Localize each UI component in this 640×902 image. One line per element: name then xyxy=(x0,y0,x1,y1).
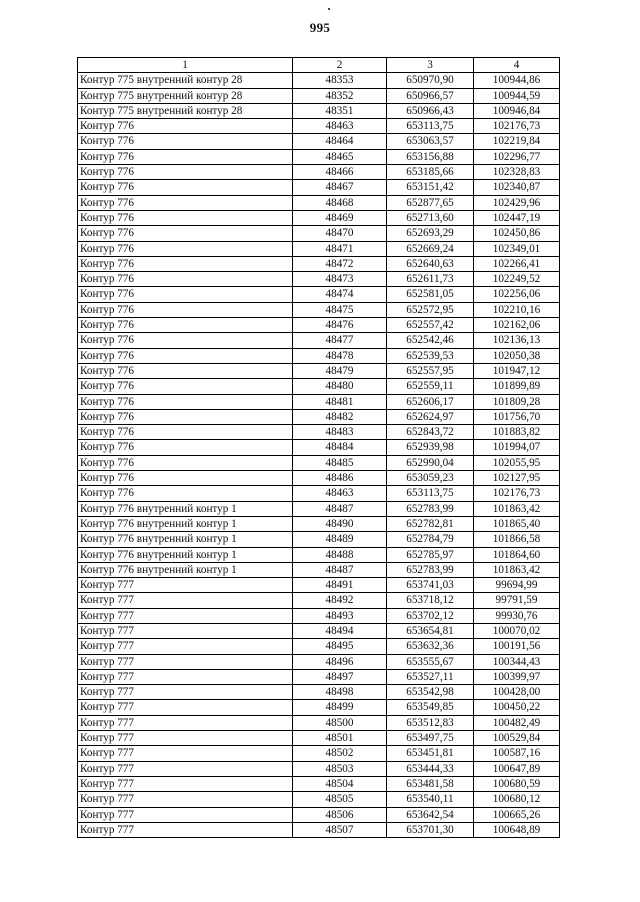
point-number-cell: 48485 xyxy=(293,455,387,470)
x-coordinate-cell: 652783,99 xyxy=(387,501,474,516)
y-coordinate-cell: 100944,86 xyxy=(474,73,560,88)
point-number-cell: 48353 xyxy=(293,73,387,88)
x-coordinate-cell: 652557,42 xyxy=(387,318,474,333)
point-number-cell: 48476 xyxy=(293,318,387,333)
table-row xyxy=(78,471,560,486)
y-coordinate-cell: 100944,59 xyxy=(474,88,560,103)
contour-name-cell: Контур 776 xyxy=(78,149,293,164)
table-row xyxy=(78,731,560,746)
y-coordinate-cell: 100070,02 xyxy=(474,623,560,638)
table-row xyxy=(78,149,560,164)
contour-name-cell: Контур 777 xyxy=(78,792,293,807)
contour-name-cell: Контур 777 xyxy=(78,761,293,776)
point-number-cell: 48499 xyxy=(293,700,387,715)
y-coordinate-cell: 102162,06 xyxy=(474,318,560,333)
contour-name-cell: Контур 776 xyxy=(78,348,293,363)
point-number-cell: 48507 xyxy=(293,822,387,837)
point-number-cell: 48488 xyxy=(293,547,387,562)
table-row xyxy=(78,776,560,791)
x-coordinate-cell: 652783,99 xyxy=(387,562,474,577)
x-coordinate-cell: 653451,81 xyxy=(387,746,474,761)
x-coordinate-cell: 653063,57 xyxy=(387,134,474,149)
y-coordinate-cell: 100428,00 xyxy=(474,685,560,700)
x-coordinate-cell: 652990,04 xyxy=(387,455,474,470)
y-coordinate-cell: 102450,86 xyxy=(474,226,560,241)
table-row xyxy=(78,486,560,501)
y-coordinate-cell: 101994,07 xyxy=(474,440,560,455)
contour-name-cell: Контур 776 внутренний контур 1 xyxy=(78,516,293,531)
x-coordinate-cell: 652539,53 xyxy=(387,348,474,363)
contour-name-cell: Контур 776 xyxy=(78,195,293,210)
table-row xyxy=(78,700,560,715)
y-coordinate-cell: 101899,89 xyxy=(474,379,560,394)
table-row xyxy=(78,88,560,103)
contour-name-cell: Контур 777 xyxy=(78,685,293,700)
point-number-cell: 48493 xyxy=(293,608,387,623)
point-number-cell: 48494 xyxy=(293,623,387,638)
point-number-cell: 48481 xyxy=(293,394,387,409)
table-row xyxy=(78,639,560,654)
contour-name-cell: Контур 776 xyxy=(78,471,293,486)
point-number-cell: 48502 xyxy=(293,746,387,761)
table-row xyxy=(78,685,560,700)
x-coordinate-cell: 652785,97 xyxy=(387,547,474,562)
table-row xyxy=(78,547,560,562)
table-row xyxy=(78,226,560,241)
point-number-cell: 48484 xyxy=(293,440,387,455)
x-coordinate-cell: 652624,97 xyxy=(387,409,474,424)
y-coordinate-cell: 102249,52 xyxy=(474,272,560,287)
point-number-cell: 48477 xyxy=(293,333,387,348)
table-row xyxy=(78,746,560,761)
contour-name-cell: Контур 776 xyxy=(78,302,293,317)
header-row xyxy=(78,58,560,73)
point-number-cell: 48500 xyxy=(293,715,387,730)
table-row xyxy=(78,455,560,470)
point-number-cell: 48505 xyxy=(293,792,387,807)
point-number-cell: 48479 xyxy=(293,363,387,378)
y-coordinate-cell: 100529,84 xyxy=(474,731,560,746)
point-number-cell: 48352 xyxy=(293,88,387,103)
point-number-cell: 48472 xyxy=(293,256,387,271)
contour-name-cell: Контур 777 xyxy=(78,746,293,761)
contour-name-cell: Контур 776 xyxy=(78,425,293,440)
y-coordinate-cell: 102349,01 xyxy=(474,241,560,256)
y-coordinate-cell: 100344,43 xyxy=(474,654,560,669)
x-coordinate-cell: 652843,72 xyxy=(387,425,474,440)
x-coordinate-cell: 652559,11 xyxy=(387,379,474,394)
contour-name-cell: Контур 777 xyxy=(78,731,293,746)
y-coordinate-cell: 100946,84 xyxy=(474,103,560,118)
point-number-cell: 48467 xyxy=(293,180,387,195)
x-coordinate-cell: 653632,36 xyxy=(387,639,474,654)
contour-name-cell: Контур 776 xyxy=(78,256,293,271)
y-coordinate-cell: 102219,84 xyxy=(474,134,560,149)
contour-name-cell: Контур 777 xyxy=(78,623,293,638)
table-row xyxy=(78,333,560,348)
table-row xyxy=(78,119,560,134)
point-number-cell: 48466 xyxy=(293,165,387,180)
contour-name-cell: Контур 776 xyxy=(78,318,293,333)
y-coordinate-cell: 101947,12 xyxy=(474,363,560,378)
y-coordinate-cell: 100648,89 xyxy=(474,822,560,837)
y-coordinate-cell: 102328,83 xyxy=(474,165,560,180)
point-number-cell: 48498 xyxy=(293,685,387,700)
contour-name-cell: Контур 776 xyxy=(78,486,293,501)
contour-name-cell: Контур 776 внутренний контур 1 xyxy=(78,562,293,577)
y-coordinate-cell: 101865,40 xyxy=(474,516,560,531)
y-coordinate-cell: 102176,73 xyxy=(474,119,560,134)
point-number-cell: 48474 xyxy=(293,287,387,302)
x-coordinate-cell: 652557,95 xyxy=(387,363,474,378)
table-row xyxy=(78,73,560,88)
table-row xyxy=(78,180,560,195)
x-coordinate-cell: 652693,29 xyxy=(387,226,474,241)
point-number-cell: 48487 xyxy=(293,501,387,516)
point-number-cell: 48468 xyxy=(293,195,387,210)
column-header-2: 2 xyxy=(293,58,387,73)
table-row xyxy=(78,394,560,409)
x-coordinate-cell: 653481,58 xyxy=(387,776,474,791)
x-coordinate-cell: 653642,54 xyxy=(387,807,474,822)
x-coordinate-cell: 652782,81 xyxy=(387,516,474,531)
y-coordinate-cell: 102210,16 xyxy=(474,302,560,317)
contour-name-cell: Контур 776 внутренний контур 1 xyxy=(78,532,293,547)
x-coordinate-cell: 653512,83 xyxy=(387,715,474,730)
y-coordinate-cell: 102296,77 xyxy=(474,149,560,164)
x-coordinate-cell: 653156,88 xyxy=(387,149,474,164)
table-row xyxy=(78,287,560,302)
x-coordinate-cell: 652669,24 xyxy=(387,241,474,256)
table-row xyxy=(78,272,560,287)
table-row xyxy=(78,103,560,118)
contour-name-cell: Контур 776 xyxy=(78,333,293,348)
y-coordinate-cell: 101863,42 xyxy=(474,501,560,516)
table-row xyxy=(78,302,560,317)
contour-name-cell: Контур 776 xyxy=(78,210,293,225)
point-number-cell: 48503 xyxy=(293,761,387,776)
y-coordinate-cell: 101866,58 xyxy=(474,532,560,547)
x-coordinate-cell: 653549,85 xyxy=(387,700,474,715)
column-header-3: 3 xyxy=(387,58,474,73)
contour-name-cell: Контур 776 внутренний контур 1 xyxy=(78,501,293,516)
x-coordinate-cell: 653497,75 xyxy=(387,731,474,746)
point-number-cell: 48497 xyxy=(293,669,387,684)
point-number-cell: 48471 xyxy=(293,241,387,256)
contour-name-cell: Контур 776 xyxy=(78,379,293,394)
table-row xyxy=(78,715,560,730)
contour-name-cell: Контур 777 xyxy=(78,593,293,608)
point-number-cell: 48492 xyxy=(293,593,387,608)
point-number-cell: 48486 xyxy=(293,471,387,486)
point-number-cell: 48489 xyxy=(293,532,387,547)
y-coordinate-cell: 101809,28 xyxy=(474,394,560,409)
contour-name-cell: Контур 775 внутренний контур 28 xyxy=(78,103,293,118)
point-number-cell: 48491 xyxy=(293,578,387,593)
point-number-cell: 48495 xyxy=(293,639,387,654)
y-coordinate-cell: 102340,87 xyxy=(474,180,560,195)
contour-name-cell: Контур 776 xyxy=(78,455,293,470)
contour-name-cell: Контур 777 xyxy=(78,608,293,623)
x-coordinate-cell: 653555,67 xyxy=(387,654,474,669)
contour-name-cell: Контур 776 xyxy=(78,165,293,180)
x-coordinate-cell: 653527,11 xyxy=(387,669,474,684)
x-coordinate-cell: 652611,73 xyxy=(387,272,474,287)
table-row xyxy=(78,822,560,837)
x-coordinate-cell: 653701,30 xyxy=(387,822,474,837)
point-number-cell: 48463 xyxy=(293,119,387,134)
contour-name-cell: Контур 776 xyxy=(78,394,293,409)
table-row xyxy=(78,409,560,424)
point-number-cell: 48470 xyxy=(293,226,387,241)
table-row xyxy=(78,807,560,822)
y-coordinate-cell: 100482,49 xyxy=(474,715,560,730)
table-row xyxy=(78,134,560,149)
table-row xyxy=(78,195,560,210)
y-coordinate-cell: 102176,73 xyxy=(474,486,560,501)
x-coordinate-cell: 653444,33 xyxy=(387,761,474,776)
x-coordinate-cell: 653113,75 xyxy=(387,486,474,501)
y-coordinate-cell: 100450,22 xyxy=(474,700,560,715)
contour-name-cell: Контур 776 xyxy=(78,440,293,455)
y-coordinate-cell: 100680,59 xyxy=(474,776,560,791)
x-coordinate-cell: 652713,60 xyxy=(387,210,474,225)
point-number-cell: 48480 xyxy=(293,379,387,394)
point-number-cell: 48506 xyxy=(293,807,387,822)
table-row xyxy=(78,562,560,577)
coordinates-table xyxy=(77,57,560,838)
table-row xyxy=(78,348,560,363)
x-coordinate-cell: 652939,98 xyxy=(387,440,474,455)
scan-dot xyxy=(328,8,330,10)
point-number-cell: 48464 xyxy=(293,134,387,149)
table-row xyxy=(78,210,560,225)
table-row xyxy=(78,623,560,638)
table-row xyxy=(78,318,560,333)
contour-name-cell: Контур 777 xyxy=(78,715,293,730)
table-row xyxy=(78,761,560,776)
x-coordinate-cell: 653540,11 xyxy=(387,792,474,807)
contour-name-cell: Контур 777 xyxy=(78,807,293,822)
y-coordinate-cell: 100191,56 xyxy=(474,639,560,654)
point-number-cell: 48351 xyxy=(293,103,387,118)
contour-name-cell: Контур 776 внутренний контур 1 xyxy=(78,547,293,562)
point-number-cell: 48473 xyxy=(293,272,387,287)
x-coordinate-cell: 653059,23 xyxy=(387,471,474,486)
x-coordinate-cell: 652572,95 xyxy=(387,302,474,317)
point-number-cell: 48487 xyxy=(293,562,387,577)
point-number-cell: 48483 xyxy=(293,425,387,440)
y-coordinate-cell: 102055,95 xyxy=(474,455,560,470)
contour-name-cell: Контур 777 xyxy=(78,639,293,654)
x-coordinate-cell: 653542,98 xyxy=(387,685,474,700)
table-row xyxy=(78,792,560,807)
table-row xyxy=(78,165,560,180)
contour-name-cell: Контур 777 xyxy=(78,822,293,837)
y-coordinate-cell: 99791,59 xyxy=(474,593,560,608)
contour-name-cell: Контур 777 xyxy=(78,578,293,593)
table-row xyxy=(78,532,560,547)
column-header-1: 1 xyxy=(78,58,293,73)
contour-name-cell: Контур 776 xyxy=(78,241,293,256)
table-body xyxy=(78,73,560,838)
x-coordinate-cell: 650970,90 xyxy=(387,73,474,88)
contour-name-cell: Контур 777 xyxy=(78,654,293,669)
y-coordinate-cell: 100587,16 xyxy=(474,746,560,761)
x-coordinate-cell: 652542,46 xyxy=(387,333,474,348)
y-coordinate-cell: 102050,38 xyxy=(474,348,560,363)
contour-name-cell: Контур 776 xyxy=(78,287,293,302)
y-coordinate-cell: 100399,97 xyxy=(474,669,560,684)
contour-name-cell: Контур 775 внутренний контур 28 xyxy=(78,88,293,103)
point-number-cell: 48475 xyxy=(293,302,387,317)
x-coordinate-cell: 650966,43 xyxy=(387,103,474,118)
contour-name-cell: Контур 777 xyxy=(78,776,293,791)
table-row xyxy=(78,363,560,378)
x-coordinate-cell: 653185,66 xyxy=(387,165,474,180)
table-row xyxy=(78,379,560,394)
column-header-4: 4 xyxy=(474,58,560,73)
y-coordinate-cell: 102127,95 xyxy=(474,471,560,486)
x-coordinate-cell: 653151,42 xyxy=(387,180,474,195)
x-coordinate-cell: 653718,12 xyxy=(387,593,474,608)
table-row xyxy=(78,256,560,271)
y-coordinate-cell: 102136,13 xyxy=(474,333,560,348)
contour-name-cell: Контур 776 xyxy=(78,134,293,149)
point-number-cell: 48504 xyxy=(293,776,387,791)
x-coordinate-cell: 653702,12 xyxy=(387,608,474,623)
contour-name-cell: Контур 777 xyxy=(78,669,293,684)
y-coordinate-cell: 101863,42 xyxy=(474,562,560,577)
table-row xyxy=(78,425,560,440)
y-coordinate-cell: 101756,70 xyxy=(474,409,560,424)
contour-name-cell: Контур 777 xyxy=(78,700,293,715)
contour-name-cell: Контур 776 xyxy=(78,363,293,378)
table-row xyxy=(78,578,560,593)
point-number-cell: 48465 xyxy=(293,149,387,164)
contour-name-cell: Контур 776 xyxy=(78,180,293,195)
point-number-cell: 48469 xyxy=(293,210,387,225)
contour-name-cell: Контур 776 xyxy=(78,409,293,424)
contour-name-cell: Контур 776 xyxy=(78,226,293,241)
y-coordinate-cell: 99930,76 xyxy=(474,608,560,623)
y-coordinate-cell: 102447,19 xyxy=(474,210,560,225)
y-coordinate-cell: 100665,26 xyxy=(474,807,560,822)
x-coordinate-cell: 652581,05 xyxy=(387,287,474,302)
x-coordinate-cell: 653741,03 xyxy=(387,578,474,593)
x-coordinate-cell: 650966,57 xyxy=(387,88,474,103)
point-number-cell: 48478 xyxy=(293,348,387,363)
y-coordinate-cell: 99694,99 xyxy=(474,578,560,593)
point-number-cell: 48490 xyxy=(293,516,387,531)
table-row xyxy=(78,608,560,623)
table-row xyxy=(78,593,560,608)
contour-name-cell: Контур 775 внутренний контур 28 xyxy=(78,73,293,88)
point-number-cell: 48482 xyxy=(293,409,387,424)
point-number-cell: 48463 xyxy=(293,486,387,501)
table-row xyxy=(78,501,560,516)
y-coordinate-cell: 101864,60 xyxy=(474,547,560,562)
contour-name-cell: Контур 776 xyxy=(78,272,293,287)
y-coordinate-cell: 101883,82 xyxy=(474,425,560,440)
table-row xyxy=(78,654,560,669)
x-coordinate-cell: 652784,79 xyxy=(387,532,474,547)
contour-name-cell: Контур 776 xyxy=(78,119,293,134)
y-coordinate-cell: 102256,06 xyxy=(474,287,560,302)
point-number-cell: 48496 xyxy=(293,654,387,669)
x-coordinate-cell: 652640,63 xyxy=(387,256,474,271)
y-coordinate-cell: 100647,89 xyxy=(474,761,560,776)
x-coordinate-cell: 653113,75 xyxy=(387,119,474,134)
point-number-cell: 48501 xyxy=(293,731,387,746)
y-coordinate-cell: 102429,96 xyxy=(474,195,560,210)
x-coordinate-cell: 653654,81 xyxy=(387,623,474,638)
table-row xyxy=(78,440,560,455)
x-coordinate-cell: 652606,17 xyxy=(387,394,474,409)
page-number: 995 xyxy=(309,20,331,35)
x-coordinate-cell: 652877,65 xyxy=(387,195,474,210)
table-row xyxy=(78,241,560,256)
table-row xyxy=(78,669,560,684)
y-coordinate-cell: 100680,12 xyxy=(474,792,560,807)
table-row xyxy=(78,516,560,531)
y-coordinate-cell: 102266,41 xyxy=(474,256,560,271)
